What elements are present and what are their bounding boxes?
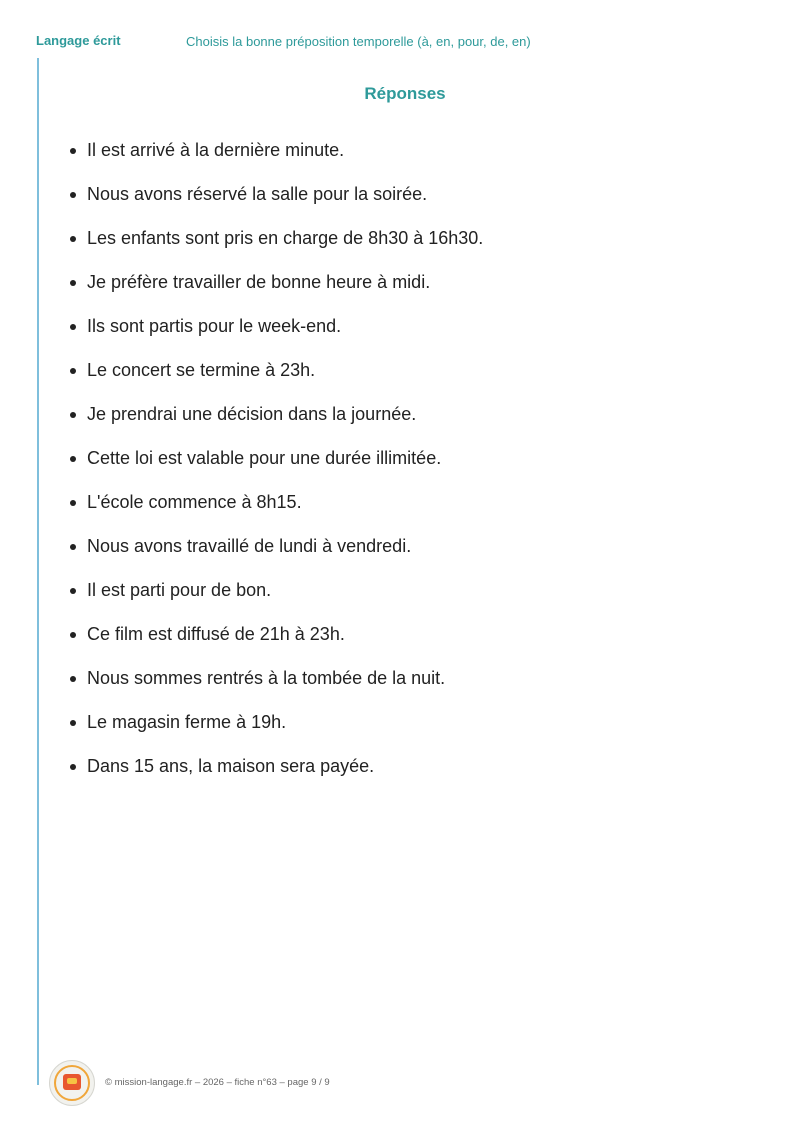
logo-accent-shape: [67, 1078, 77, 1084]
answer-text: L'école commence à 8h15.: [87, 492, 302, 512]
mission-langage-logo-icon: [49, 1060, 95, 1106]
bullet-icon: [70, 412, 76, 418]
answer-item: [87, 446, 483, 490]
answer-text: Les enfants sont pris en charge de 8h30 à 16h30.: [87, 228, 484, 248]
answer-item: [87, 270, 483, 314]
bullet-icon: [70, 544, 76, 550]
answer-item: [87, 358, 483, 402]
bullet-icon: [70, 720, 76, 726]
section-title: Réponses: [364, 84, 446, 103]
answer-item: [87, 182, 483, 226]
answer-text: Nous sommes rentrés à la tombée de la nuit.: [87, 668, 446, 688]
bullet-icon: [70, 588, 76, 594]
answer-text: Le concert se termine à 23h.: [87, 360, 316, 380]
answer-item: [87, 622, 483, 666]
bullet-icon: [70, 764, 76, 770]
answer-item: [87, 402, 483, 446]
answer-text: Je préfère travailler de bonne heure à midi.: [87, 272, 431, 292]
bullet-icon: [70, 632, 76, 638]
answer-item: [87, 754, 483, 798]
answer-item: [87, 490, 483, 534]
answer-text: Il est parti pour de bon.: [87, 580, 272, 600]
answer-text: Nous avons travaillé de lundi à vendredi.: [87, 536, 412, 556]
bullet-icon: [70, 192, 76, 198]
answer-item: [87, 226, 483, 270]
header-category: Langage écrit: [36, 33, 121, 48]
answer-text: Je prendrai une décision dans la journée.: [87, 404, 417, 424]
answer-text: Dans 15 ans, la maison sera payée.: [87, 756, 375, 776]
bullet-icon: [70, 148, 76, 154]
answer-text: Ils sont partis pour le week-end.: [87, 316, 342, 336]
answer-item: [87, 578, 483, 622]
answer-item: [87, 710, 483, 754]
left-margin-rule: [37, 58, 39, 1085]
answer-item: [87, 666, 483, 710]
header-title: Choisis la bonne préposition temporelle (à, en, pour, de, en): [186, 34, 531, 49]
bullet-icon: [70, 280, 76, 286]
bullet-icon: [70, 500, 76, 506]
footer-copyright: © mission-langage.fr – 2026 – fiche n°63 – page 9 / 9: [105, 1077, 330, 1088]
answer-text: Le magasin ferme à 19h.: [87, 712, 287, 732]
answer-item: [87, 534, 483, 578]
answer-item: [87, 138, 483, 182]
answer-text: Nous avons réservé la salle pour la soirée.: [87, 184, 428, 204]
answer-text: Cette loi est valable pour une durée illimitée.: [87, 448, 442, 468]
answer-text: Ce film est diffusé de 21h à 23h.: [87, 624, 345, 644]
bullet-icon: [70, 368, 76, 374]
bullet-icon: [70, 676, 76, 682]
bullet-icon: [70, 456, 76, 462]
answers-list: [87, 138, 483, 798]
answer-item: [87, 314, 483, 358]
bullet-icon: [70, 236, 76, 242]
answer-text: Il est arrivé à la dernière minute.: [87, 140, 345, 160]
bullet-icon: [70, 324, 76, 330]
